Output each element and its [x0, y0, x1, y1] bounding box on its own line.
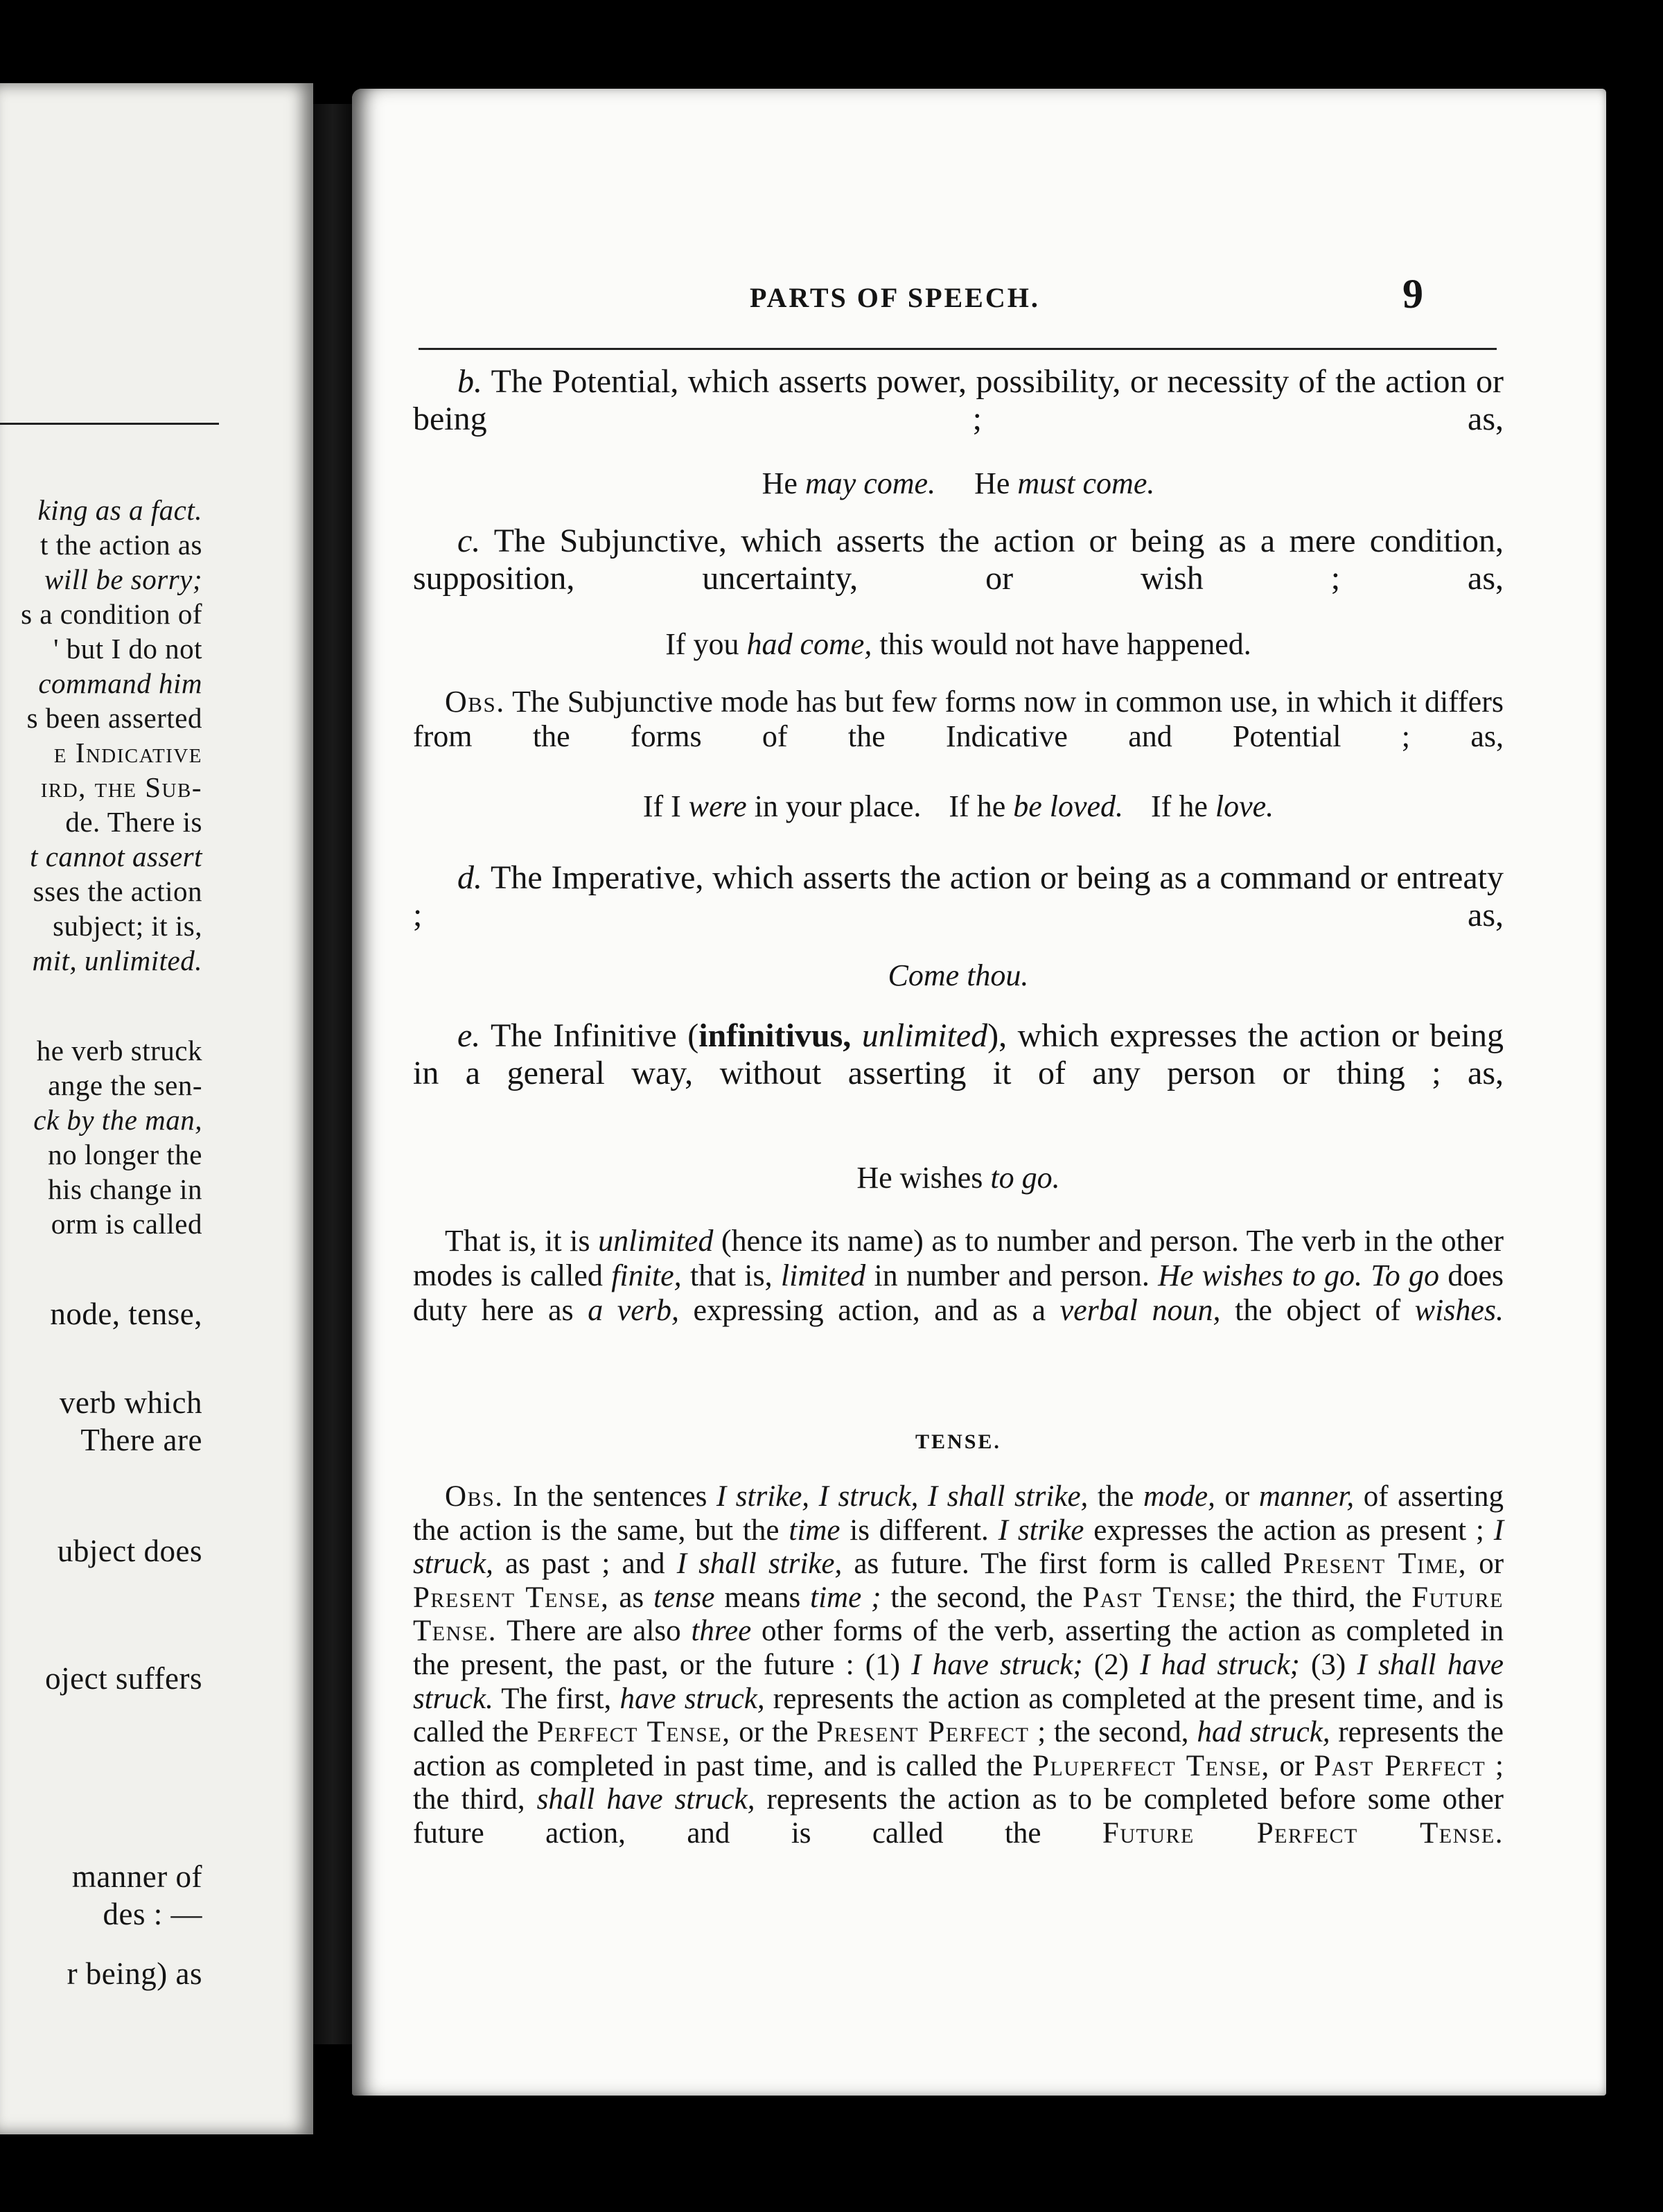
- item-letter: e.: [457, 1017, 481, 1054]
- note-infinitive: That is, it is unlimited (hence its name) as to number and person. The verb in the other modes is called finite, that is, limited in number and person. He wishes to go. To go does duty here as a verb, expressing action, and as a verbal noun, the object of wishes.: [413, 1224, 1504, 1327]
- left-fragment-line: node, tense,: [50, 1297, 202, 1331]
- obs-label: Obs.: [445, 685, 505, 719]
- left-fragment-line: subject; it is,: [53, 910, 202, 942]
- left-fragment-line: command him: [38, 667, 202, 699]
- left-fragment-line: e Indicative: [53, 737, 202, 769]
- left-fragment-line: s been asserted: [26, 702, 202, 734]
- item-letter: c.: [457, 523, 481, 559]
- example-potential: He may come. He must come.: [762, 466, 1155, 500]
- left-header-rule: [0, 423, 219, 425]
- left-fragment-line: oject suffers: [45, 1661, 202, 1696]
- left-fragment-line: t cannot assert: [30, 841, 202, 872]
- left-fragment-line: ubject does: [57, 1534, 202, 1568]
- left-fragment-line: ange the sen-: [48, 1069, 202, 1101]
- left-fragment-line: his change in: [48, 1173, 202, 1205]
- book-gutter: [313, 104, 352, 2044]
- left-fragment-line: king as a fact.: [37, 494, 202, 526]
- left-fragment-line: manner of: [71, 1859, 202, 1894]
- left-fragment-line: des : —: [103, 1897, 202, 1931]
- paragraph-potential: b. The Potential, which asserts power, possibility, or necessity of the action or being ; as,: [413, 363, 1504, 437]
- item-letter: b.: [457, 363, 482, 400]
- running-head: PARTS OF SPEECH.: [750, 282, 1040, 313]
- left-fragment-line: There are: [80, 1423, 202, 1457]
- left-fragment-line: he verb struck: [36, 1035, 202, 1066]
- left-page: [0, 83, 313, 2134]
- example-infinitive: He wishes to go.: [856, 1161, 1060, 1195]
- obs-label: Obs.: [445, 1480, 504, 1513]
- left-fragment-line: no longer the: [48, 1139, 202, 1170]
- paragraph-imperative: d. The Imperative, which asserts the action or being as a command or entreaty ; as,: [413, 859, 1504, 933]
- left-fragment-line: ' but I do not: [53, 633, 202, 665]
- left-fragment-line: sses the action: [33, 875, 202, 907]
- obs-subjunctive: Obs. The Subjunctive mode has but few forms now in common use, in which it differs from the forms of the Indicative and Potential ; as,: [413, 685, 1504, 753]
- item-letter: d.: [457, 859, 482, 896]
- obs-tense: Obs. In the sentences I strike, I struck, I shall strike, the mode, or manner, of asserting the action is the same, but the time is different. I strike expresses the action as present ; I struck, as past ; and I shall strike, as future. The first form is called Present Time, or Present Tense, as tense means time ; the second, the Past Tense; the third, the Future Tense. There are also three other forms of the verb, asserting the action as completed in the present, the past, or the future : (1) I have struck; (2) I had struck; (3) I shall have struck. The first, have struck, represents the action as completed at the present time, and is called the Perfect Tense, or the Present Perfect ; the second, had struck, represents the action as completed in past time, and is called the Pluperfect Tense, or Past Perfect ; the third, shall have struck, represents the action as to be completed before some other future action, and is called the Future Perfect Tense.: [413, 1480, 1504, 1850]
- left-fragment-line: will be sorry;: [44, 563, 202, 595]
- left-fragment-line: orm is called: [51, 1208, 202, 1240]
- left-fragment-line: r being) as: [67, 1956, 202, 1991]
- header-rule: [419, 348, 1497, 350]
- paragraph-subjunctive: c. The Subjunctive, which asserts the action or being as a mere condition, supposition, uncertainty, or wish ; as,: [413, 523, 1504, 597]
- left-fragment-line: t the action as: [39, 529, 202, 561]
- right-page: [352, 89, 1606, 2096]
- section-heading-tense: TENSE.: [915, 1430, 1001, 1453]
- example-imperative: Come thou.: [888, 958, 1029, 992]
- left-fragment-line: mit, unlimited.: [32, 945, 202, 976]
- left-fragment-line: ird, the Sub-: [40, 771, 202, 803]
- example-subjunctive: If you had come, this would not have happened.: [665, 627, 1251, 661]
- left-fragment-line: ck by the man,: [33, 1104, 202, 1136]
- left-fragment-line: verb which: [59, 1385, 202, 1420]
- left-fragment-line: de. There is: [65, 806, 202, 838]
- example-subjunctive-forms: If I were in your place. If he be loved. If he love.: [642, 789, 1274, 823]
- page-number: 9: [1402, 271, 1423, 317]
- left-fragment-line: s a condition of: [21, 598, 202, 630]
- paragraph-infinitive: e. The Infinitive (infinitivus, unlimited), which expresses the action or being in a general way, without asserting it of any person or thing ; as,: [413, 1017, 1504, 1091]
